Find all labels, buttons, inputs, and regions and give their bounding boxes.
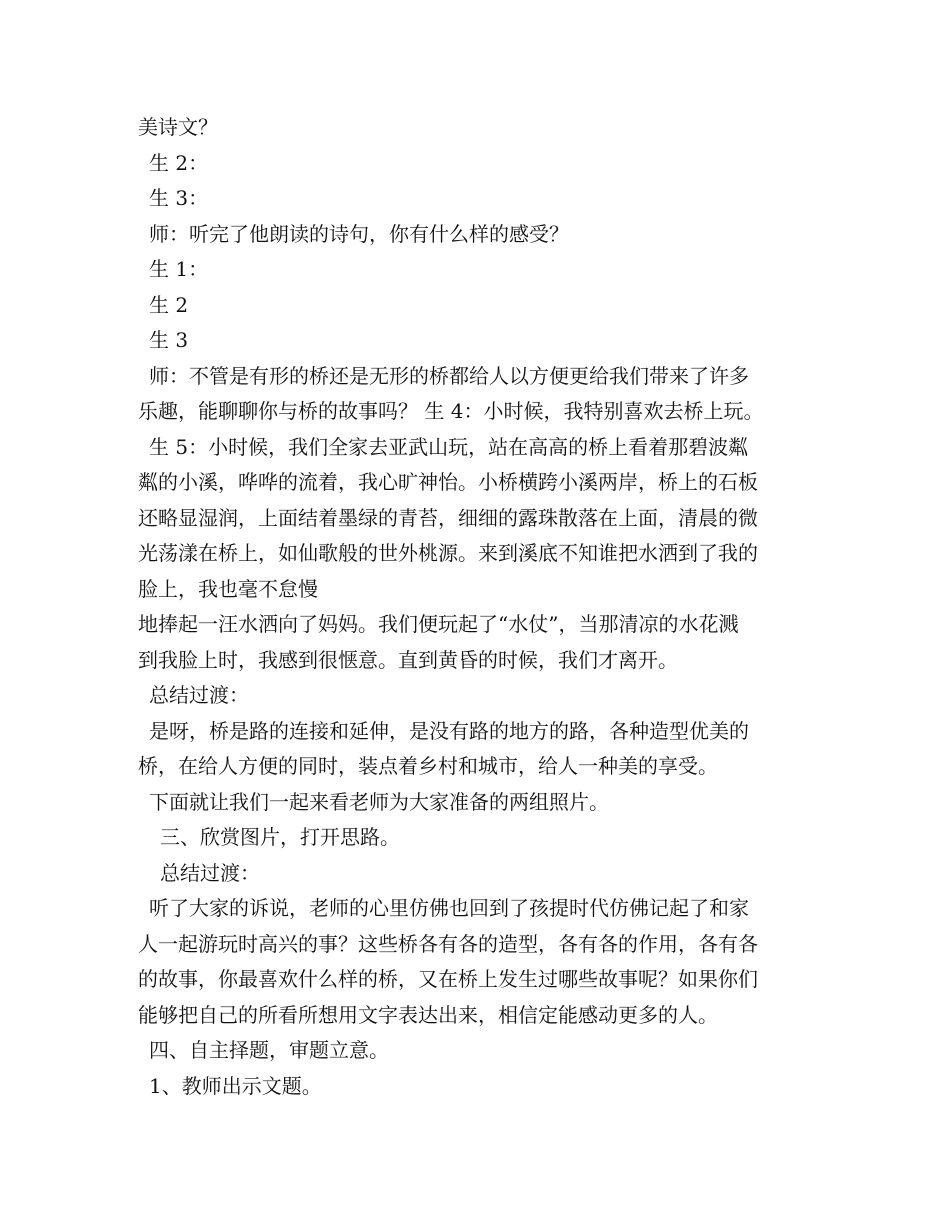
text-line: 生 1： [149,257,209,281]
text-line: 听了大家的诉说，老师的心里仿佛也回到了孩提时代仿佛记起了和家 [149,896,749,920]
text-line: 光荡漾在桥上，如仙歌般的世外桃源。来到溪底不知谁把水洒到了我的 [138,541,758,565]
text-line: 乐趣，能聊聊你与桥的故事吗？ 生 4：小时候，我特别喜欢去桥上玩。 [138,399,764,423]
text-line: 生 2 [149,292,189,317]
text-line: 是呀，桥是路的连接和延伸，是没有路的地方的路，各种造型优美的 [149,718,749,743]
section-heading: 三、欣赏图片，打开思路。 [160,825,400,849]
text-line: 下面就让我们一起来看老师为大家准备的两组照片。 [149,789,609,814]
text-line: 生 3： [149,186,209,210]
text-line: 1、教师出示文题。 [149,1073,322,1098]
text-line: 脸上，我也毫不怠慢 [138,576,318,601]
text-line: 粼的小溪，哗哗的流着，我心旷神怡。小桥横跨小溪两岸，桥上的石板 [138,470,758,494]
text-line: 生 5：小时候，我们全家去亚武山玩，站在高高的桥上看着那碧波粼 [149,434,749,459]
text-line: 到我脸上时，我感到很惬意。直到黄昏的时候，我们才离开。 [138,647,678,672]
text-line: 能够把自己的所看所想用文字表达出来，相信定能感动更多的人。 [138,1002,718,1027]
text-line: 美诗文？ [138,115,218,139]
text-line: 总结过渡： [160,860,260,885]
text-line: 生 2： [149,150,209,175]
text-line: 还略显湿润，上面结着墨绿的青苔，细细的露珠散落在上面，清晨的微 [138,505,758,530]
text-line: 人一起游玩时高兴的事？这些桥各有各的造型，各有各的作用，各有各 [138,931,758,956]
text-line: 总结过渡： [149,683,249,707]
text-line: 师：不管是有形的桥还是无形的桥都给人以方便更给我们带来了许多 [149,363,749,388]
text-line: 生 3 [149,328,189,352]
text-line: 的故事，你最喜欢什么样的桥，又在桥上发生过哪些故事呢？如果你们 [138,967,758,991]
section-heading: 四、自主择题，审题立意。 [149,1038,389,1062]
text-line: 师：听完了他朗读的诗句，你有什么样的感受？ [149,221,569,246]
document-page [138,110,818,1104]
text-line: 桥，在给人方便的同时，装点着乡村和城市，给人一种美的享受。 [138,754,718,778]
text-line: 地捧起一汪水洒向了妈妈。我们便玩起了“水仗”，当那清凉的水花溅 [138,612,739,636]
